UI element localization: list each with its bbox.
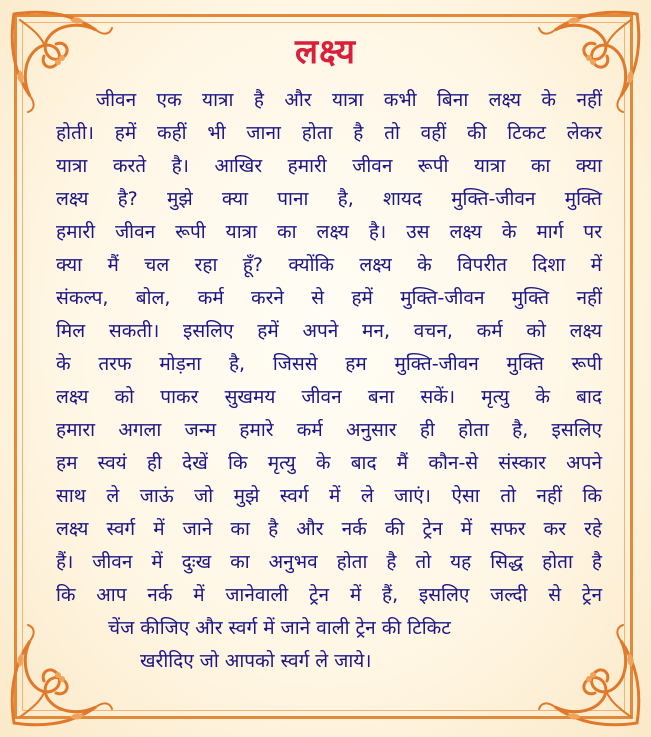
text-line: हम स्वयं ही देखें कि मृत्यु के बाद मैं कौन-से संस्कार अपने	[56, 452, 602, 474]
text-line: चेंज कीजिए और स्वर्ग में जाने वाली ट्रेन की टिकिट	[108, 617, 451, 639]
text-line: हमारी जीवन रूपी यात्रा का लक्ष्य है। उस लक्ष्य के मार्ग पर	[56, 221, 602, 243]
text-line: लक्ष्य स्वर्ग में जाने का है और नर्क की ट्रेन में सफर कर रहे	[56, 518, 602, 540]
text-line: हैं। जीवन में दुःख का अनुभव होता है तो यह सिद्ध होता है	[56, 551, 602, 573]
body-text	[56, 84, 602, 678]
text-line: यात्रा करते है। आखिर हमारी जीवन रूपी यात्रा का क्या	[56, 155, 602, 177]
page-title: लक्ष्य	[295, 32, 356, 72]
text-line: के तरफ मोड़ना है, जिससे हम मुक्ति-जीवन मुक्ति रूपी	[56, 353, 602, 375]
text-line: संकल्प, बोल, कर्म करने से हमें मुक्ति-जीवन मुक्ति नहीं	[56, 287, 602, 309]
text-line: कि आप नर्क में जानेवाली ट्रेन में हैं, इसलिए जल्दी से ट्रेन	[56, 584, 602, 606]
text-line: साथ ले जाऊं जो मुझे स्वर्ग में ले जाएं। ऐसा तो नहीं कि	[56, 485, 602, 507]
text-line: लक्ष्य को पाकर सुखमय जीवन बना सकें। मृत्यु के बाद	[56, 386, 602, 408]
text-line: खरीदिए जो आपको स्वर्ग ले जाये।	[140, 650, 372, 672]
text-line: होती। हमें कहीं भी जाना होता है तो वहीं की टिकट लेकर	[56, 122, 602, 144]
text-line: जीवन एक यात्रा है और यात्रा कभी बिना लक्ष्य के नहीं	[96, 89, 602, 111]
text-line: लक्ष्य है? मुझे क्या पाना है, शायद मुक्ति-जीवन मुक्ति	[56, 188, 602, 210]
text-line: मिल सकती। इसलिए हमें अपने मन, वचन, कर्म को लक्ष्य	[56, 320, 602, 342]
text-line: हमारा अगला जन्म हमारे कर्म अनुसार ही होता है, इसलिए	[56, 419, 602, 441]
text-line: क्या मैं चल रहा हूँ? क्योंकि लक्ष्य के विपरीत दिशा में	[56, 254, 602, 276]
